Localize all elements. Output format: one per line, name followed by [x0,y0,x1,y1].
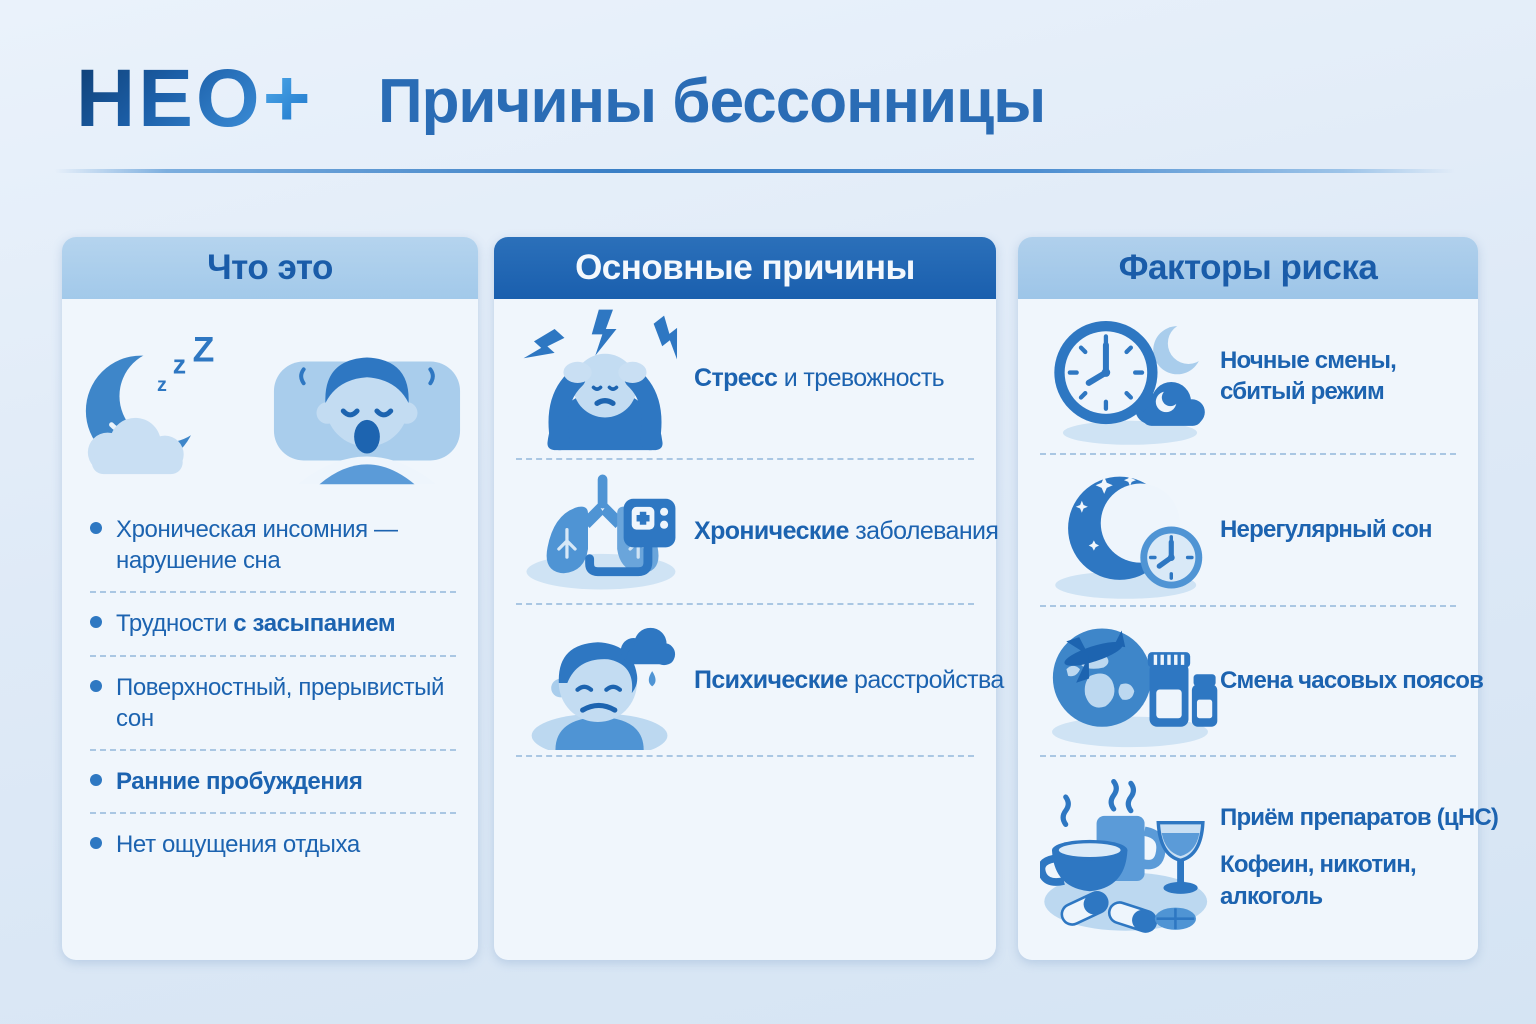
cause-label-bold: Стресс [694,364,778,393]
risk-label-line: сбитый режим [1220,378,1384,405]
risk-label [1220,802,1498,912]
list-item-bold: с засыпанием [233,610,396,638]
risk-row-night-shifts [1040,299,1456,455]
header-divider [55,169,1455,173]
list-item-line: Хроническая инсомния — [116,516,398,543]
cause-row-chronic [516,460,999,605]
night-shift-icon [1040,307,1220,445]
risk-row-substances [1040,757,1499,957]
svg-text:z: z [172,349,187,380]
cause-label-rest: заболевания [848,517,999,546]
irregular-sleep-icon [1040,461,1220,599]
cause-row-mental [516,605,1004,757]
list-item [90,499,456,593]
what-list [90,499,456,875]
bullet-dot [90,522,102,534]
chronic-disease-icon [516,471,694,593]
cause-label-bold: Психические [694,665,848,694]
causes-rows [516,299,1004,757]
risk-label: Смена часовых поясов [1220,667,1484,695]
risk-label-line: Приём препаратов (цНС) [1220,804,1499,832]
list-item-text [116,608,395,639]
page-title: Причины бессонницы [378,67,1046,136]
list-item-text: Ранние пробуждения [116,767,363,795]
cause-label-bold: Хронические [694,517,849,546]
list-item-line: нарушение сна [116,547,281,575]
list-item-text: Поверхностный, прерывистый сон [116,673,445,732]
risk-label: Нерегулярный сон [1220,516,1432,544]
cause-label-rest: и тревожность [777,364,945,393]
card-causes-header: Основные причины [494,237,996,299]
jetlag-icon [1040,613,1220,749]
bullet-dot [90,774,102,786]
brand-logo-text: НЕО [76,53,263,144]
list-item [90,593,456,656]
cause-label [694,515,998,548]
brand-logo-plus-icon: + [262,53,314,144]
card-risk-factors [1018,237,1499,960]
risk-label [1220,345,1396,407]
bullet-dot [90,680,102,692]
risk-rows [1040,299,1499,957]
list-item-text [116,514,398,576]
svg-text:z: z [157,374,167,397]
list-item [90,751,456,814]
cause-label [694,664,1004,697]
risk-label-line: алкоголь [1220,882,1323,910]
what-icons-row [62,299,478,491]
list-item [90,657,456,751]
card-what-header: Что это [62,237,478,299]
stress-icon [516,304,694,454]
bullet-dot [90,616,102,628]
mental-disorder-icon [516,610,694,750]
sleeping-person-icon [268,325,466,485]
moon-zzz-icon [74,325,242,485]
svg-text:Z: Z [192,329,215,370]
list-item-line: Трудности [116,610,234,638]
list-item [90,814,456,875]
risk-label-line: Кофеин, никотин, [1220,851,1416,879]
risk-label-line: Ночные смены, [1220,346,1397,374]
card-what-it-is [62,237,478,960]
list-item-text: Нет ощущения отдыха [116,831,360,859]
risk-row-irregular-sleep [1040,455,1456,607]
bullet-dot [90,837,102,849]
substances-icon [1040,778,1220,936]
brand-logo [76,53,314,144]
risk-row-jetlag [1040,607,1484,757]
cause-label-rest: расстройства [847,665,1004,694]
cause-label [694,362,944,395]
card-risk-header: Факторы риска [1018,237,1478,299]
card-main-causes [494,237,1004,960]
cause-row-stress [516,299,974,460]
